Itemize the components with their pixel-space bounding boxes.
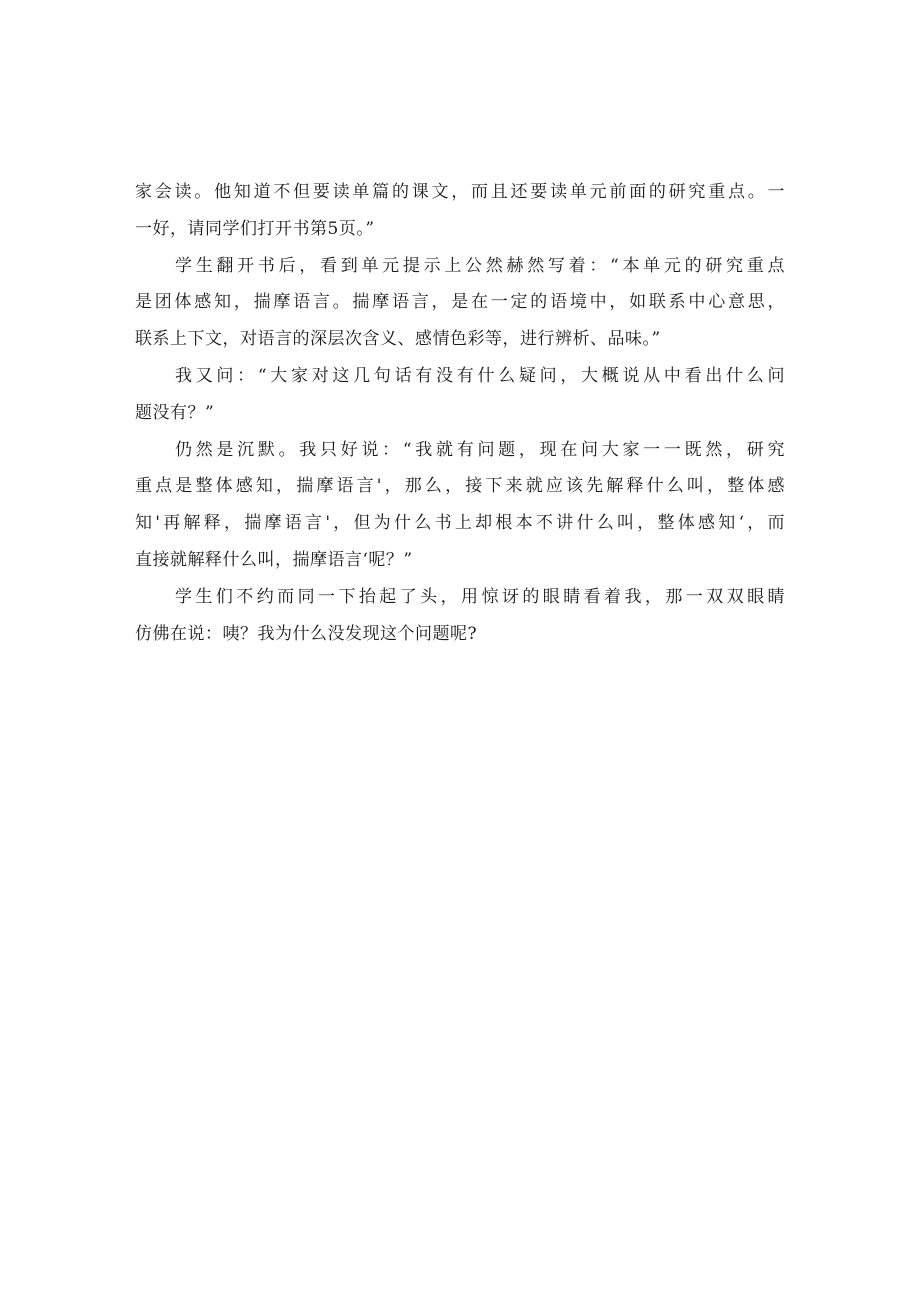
text-line: 题没有？” (135, 402, 215, 423)
text-line: 我又问：“大家对这几句话有没有什么疑问，大概说从中看出什么问 (175, 365, 785, 386)
text-line: 家会读。他知道不但要读单篇的课文，而且还要读单元前面的研究重点。一 (135, 182, 785, 202)
text-line: 学生翻开书后，看到单元提示上公然赫然写着：“本单元的研究重点 (175, 255, 785, 276)
text-line: 学生们不约而同一下抬起了头，用惊讶的眼睛看着我，那一双双眼睛 (175, 586, 785, 607)
paragraph-4 (135, 432, 785, 579)
paragraph-5 (135, 579, 785, 653)
text-line: 仍然是沉默。我只好说：“我就有问题，现在问大家一一既然，研究 (175, 439, 785, 460)
text-line: 知'再解释，揣摩语言'，但为什么书上却根本不讲什么叫，整体感知‘，而 (135, 513, 785, 534)
text-line: 一好，请同学们打开书第5页。” (135, 218, 375, 239)
paragraph-1 (135, 174, 785, 248)
text-line: 重点是整体感知，揣摩语言'，那么，接下来就应该先解释什么叫，整体感 (135, 476, 785, 497)
text-line: 仿佛在说：咦？我为什么没发现这个问题呢? (135, 623, 478, 644)
text-line: 直接就解释什么叫，揣摩语言‘呢？” (135, 549, 413, 570)
text-body (135, 174, 785, 652)
paragraph-3 (135, 358, 785, 432)
text-line: 联系上下文，对语言的深层次含义、感情色彩等，进行辨析、品味。” (135, 329, 661, 350)
paragraph-2 (135, 248, 785, 358)
text-line: 是团体感知，揣摩语言。揣摩语言，是在一定的语境中，如联系中心意思， (135, 292, 785, 313)
